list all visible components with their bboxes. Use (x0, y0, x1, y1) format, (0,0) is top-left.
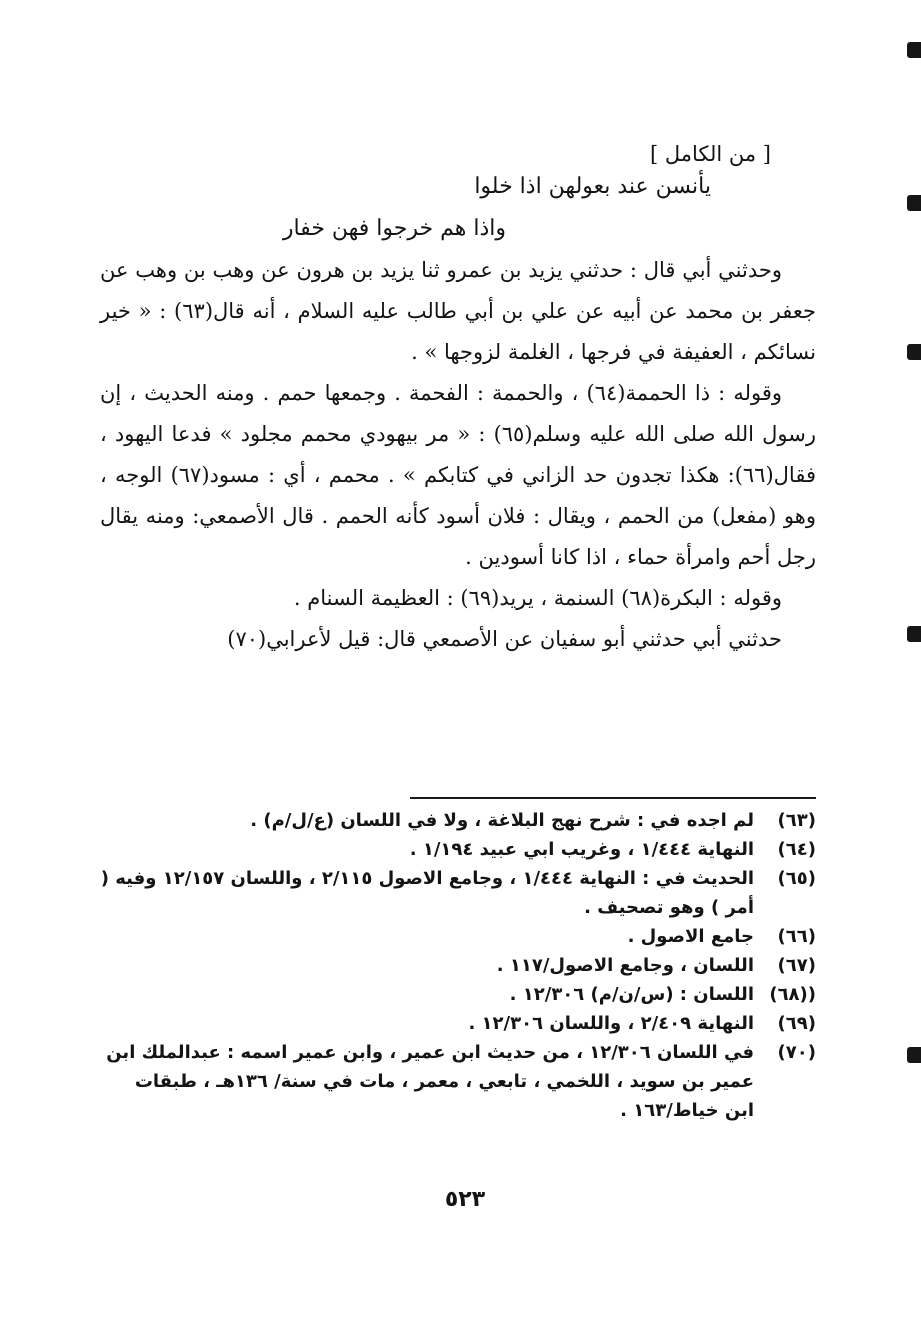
paragraph: وحدثني أبي قال : حدثني يزيد بن عمرو ثنا يزيد بن هرون عن وهب بن وهب عن جعفر بن محمد عن أبيه عن علي بن أبي طالب عليه السلام ، أنه قال(٦٣) : « خير نسائكم ، العفيفة في فرجها ، الغلمة لزوجها » . (100, 258, 816, 364)
footnote-number: (٦٧) (777, 955, 816, 976)
footnote-text: النهاية ٢/٤٠٩ ، واللسان ١٢/٣٠٦ . (468, 1013, 754, 1034)
scan-edge-mark (907, 626, 921, 642)
scan-edge-mark (907, 1047, 921, 1063)
footnote-number: (٦٣) (777, 810, 816, 831)
scan-edge-mark (907, 195, 921, 211)
footnote-text: النهاية ١/٤٤٤ ، وغريب ابي عبيد ١/١٩٤ . (409, 839, 754, 860)
footnote-number: (٧٠) (777, 1042, 816, 1063)
footnote (100, 806, 816, 835)
paragraph: وقوله : البكرة(٦٨) السنمة ، يريد(٦٩) : العظيمة السنام . (293, 586, 782, 610)
paragraph: حدثني أبي حدثني أبو سفيان عن الأصمعي قال: قيل لأعرابي(٧٠) (227, 627, 782, 651)
footnote (100, 951, 816, 980)
footnotes (100, 806, 816, 1125)
verse-line: واذا هم خرجوا فهن خفار (282, 216, 506, 241)
footnote-number: (٦٦) (777, 926, 816, 947)
poetic-meter-label: [ من الكامل ] (649, 142, 771, 166)
footnote-text: اللسان ، وجامع الاصول/١١٧ . (496, 955, 754, 976)
footnote (100, 1038, 816, 1125)
footnote (100, 980, 816, 1009)
scan-edge-mark (907, 344, 921, 360)
footnote (100, 1009, 816, 1038)
scan-edge-mark (907, 42, 921, 58)
footnote-text: جامع الاصول . (627, 926, 754, 947)
footnote-text: لم اجده في : شرح نهج البلاغة ، ولا في اللسان (ع/ل/م) . (250, 810, 754, 831)
footnote-number: (٦٥) (777, 868, 816, 889)
footnote (100, 835, 816, 864)
footnote-number: ((٦٨) (769, 984, 816, 1005)
paragraph: وقوله : ذا الحممة(٦٤) ، والحممة : الفحمة . وجمعها حمم . ومنه الحديث ، إن رسول الله صلى الله عليه وسلم(٦٥) : « مر بيهودي محمم مجلود » فدعا اليهود ، فقال(٦٦): هكذا تجدون حد الزاني في كتابكم » . محمم ، أي : مسود(٦٧) الوجه ، وهو (مفعل) من الحمم ، ويقال : فلان أسود كأنه الحمم . قال الأصمعي: ومنه يقال رجل أحم وامرأة حماء ، اذا كانا أسودين . (100, 381, 816, 569)
footnote-separator (410, 797, 816, 799)
footnote (100, 922, 816, 951)
page-number: ٥٢٣ (444, 1187, 486, 1212)
footnote-text: في اللسان ١٢/٣٠٦ ، من حديث ابن عمير ، وابن عمير اسمه : عبدالملك ابن عمير بن سويد ، اللخمي ، تابعي ، معمر ، مات في سنة/ ١٣٦هـ ، طبقات ابن خياط/١٦٣ . (106, 1042, 754, 1121)
footnote-number: (٦٩) (777, 1013, 816, 1034)
verse-line: يأنسن عند بعولهن اذا خلوا (474, 174, 711, 199)
footnote-text: الحديث في : النهاية ١/٤٤٤ ، وجامع الاصول ٢/١١٥ ، واللسان ١٢/١٥٧ وفيه ( أمر ) وهو تصحيف . (100, 868, 754, 918)
footnote-text: اللسان : (س/ن/م) ١٢/٣٠٦ . (509, 984, 754, 1005)
footnote (100, 864, 816, 922)
main-text (100, 250, 816, 660)
footnote-number: (٦٤) (777, 839, 816, 860)
